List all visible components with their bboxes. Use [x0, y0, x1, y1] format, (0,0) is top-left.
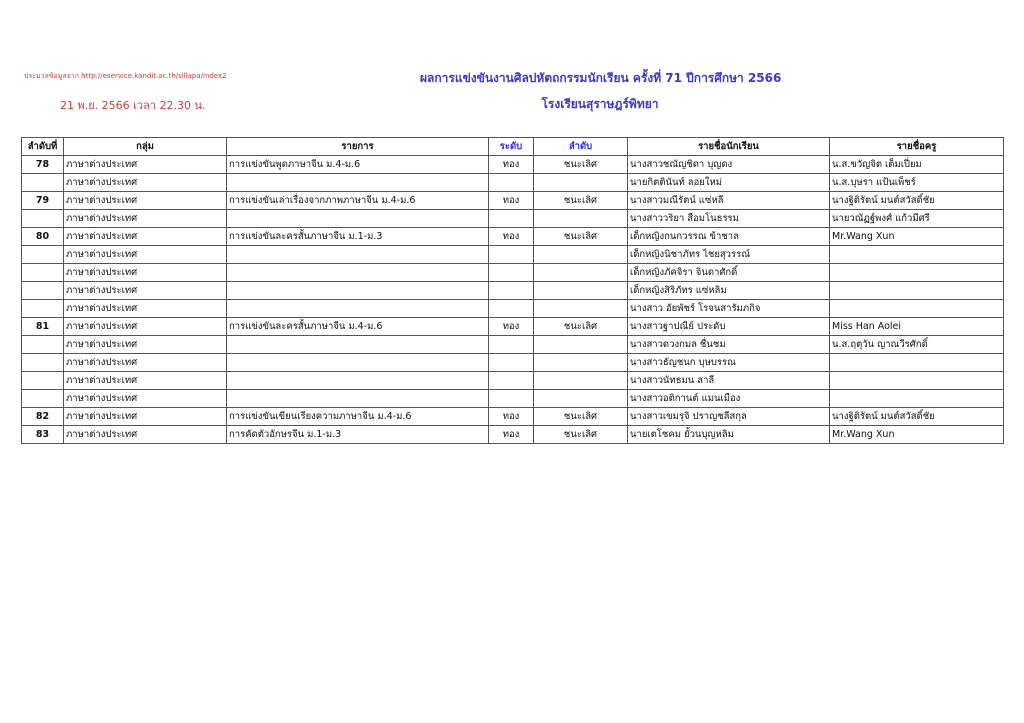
cell-event: การคัดตัวอักษรจีน ม.1-ม.3 — [227, 426, 489, 444]
cell-no — [22, 282, 64, 300]
cell-no — [22, 264, 64, 282]
cell-teacher — [830, 264, 1004, 282]
cell-no: 82 — [22, 408, 64, 426]
cell-level: ทอง — [489, 192, 534, 210]
cell-student: เด็กหญิงภัคจิรา จินดาศักดิ์ — [628, 264, 830, 282]
cell-no: 79 — [22, 192, 64, 210]
cell-event — [227, 246, 489, 264]
cell-teacher — [830, 246, 1004, 264]
page-title: ผลการแข่งขันงานศิลปหัตถกรรมนักเรียน ครั้งที่ 71 ปีการศึกษา 2566 — [420, 71, 782, 85]
cell-rank — [534, 264, 628, 282]
cell-group: ภาษาต่างประเทศ — [64, 282, 227, 300]
cell-event — [227, 354, 489, 372]
cell-group: ภาษาต่างประเทศ — [64, 300, 227, 318]
cell-rank: ชนะเลิศ — [534, 228, 628, 246]
table-row — [22, 336, 1004, 354]
cell-no: 78 — [22, 156, 64, 174]
cell-group: ภาษาต่างประเทศ — [64, 318, 227, 336]
cell-level: ทอง — [489, 156, 534, 174]
cell-teacher — [830, 372, 1004, 390]
cell-event — [227, 372, 489, 390]
cell-rank — [534, 210, 628, 228]
cell-no — [22, 372, 64, 390]
cell-level — [489, 354, 534, 372]
col-header-group: กลุ่ม — [64, 138, 227, 156]
table-row — [22, 228, 1004, 246]
cell-rank: ชนะเลิศ — [534, 192, 628, 210]
cell-event: การแข่งขันเล่าเรื่องจากภาพภาษาจีน ม.4-ม.6 — [227, 192, 489, 210]
table-row — [22, 192, 1004, 210]
col-header-teacher: รายชื่อครู — [830, 138, 1004, 156]
cell-rank — [534, 372, 628, 390]
cell-group: ภาษาต่างประเทศ — [64, 246, 227, 264]
cell-teacher: Mr.Wang Xun — [830, 228, 1004, 246]
cell-level — [489, 264, 534, 282]
cell-group: ภาษาต่างประเทศ — [64, 336, 227, 354]
cell-event — [227, 174, 489, 192]
table-row — [22, 156, 1004, 174]
cell-level: ทอง — [489, 318, 534, 336]
table-row — [22, 372, 1004, 390]
cell-rank — [534, 390, 628, 408]
cell-group: ภาษาต่างประเทศ — [64, 390, 227, 408]
col-header-rank: ลำดับ — [534, 138, 628, 156]
table-row — [22, 282, 1004, 300]
cell-no: 83 — [22, 426, 64, 444]
cell-rank: ชนะเลิศ — [534, 426, 628, 444]
cell-level — [489, 282, 534, 300]
cell-level — [489, 246, 534, 264]
cell-student: นางสาวชณัญชิดา บุญดง — [628, 156, 830, 174]
col-header-level: ระดับ — [489, 138, 534, 156]
cell-level: ทอง — [489, 426, 534, 444]
cell-student: นางสาวฐาปณีย์ ประดับ — [628, 318, 830, 336]
cell-teacher — [830, 354, 1004, 372]
cell-student: เด็กหญิงนิชาภัทร ไชยสุวรรณ์ — [628, 246, 830, 264]
cell-event — [227, 210, 489, 228]
cell-no — [22, 174, 64, 192]
cell-level — [489, 372, 534, 390]
results-table — [21, 137, 1004, 444]
cell-event: การแข่งขันเขียนเรียงความภาษาจีน ม.4-ม.6 — [227, 408, 489, 426]
cell-event: การแข่งขันพูดภาษาจีน ม.4-ม.6 — [227, 156, 489, 174]
report-datetime: 21 พ.ย. 2566 เวลา 22.30 น. — [60, 99, 206, 112]
col-header-student: รายชื่อนักเรียน — [628, 138, 830, 156]
cell-level: ทอง — [489, 228, 534, 246]
cell-group: ภาษาต่างประเทศ — [64, 426, 227, 444]
header-row — [22, 138, 1004, 156]
cell-event — [227, 336, 489, 354]
cell-student: นายกิตตินันท์ ลอยใหม่ — [628, 174, 830, 192]
col-header-no: ลำดับที่ — [22, 138, 64, 156]
cell-rank — [534, 354, 628, 372]
cell-teacher: นางฐิติรัตน์ มนต์สวัสดิ์ชัย — [830, 192, 1004, 210]
table-row — [22, 408, 1004, 426]
cell-no — [22, 354, 64, 372]
cell-student: นางสาว อัยพัชร์ โรจนสารัมภกิจ — [628, 300, 830, 318]
cell-rank: ชนะเลิศ — [534, 408, 628, 426]
cell-group: ภาษาต่างประเทศ — [64, 408, 227, 426]
cell-level — [489, 174, 534, 192]
cell-level — [489, 390, 534, 408]
cell-rank: ชนะเลิศ — [534, 318, 628, 336]
results-body — [22, 156, 1004, 444]
cell-student: นายเตโชคม ยั้วนบุญหลิม — [628, 426, 830, 444]
cell-group: ภาษาต่างประเทศ — [64, 354, 227, 372]
cell-group: ภาษาต่างประเทศ — [64, 174, 227, 192]
cell-group: ภาษาต่างประเทศ — [64, 228, 227, 246]
cell-teacher: น.ส.ขวัญจิต เต็มเปี่ยม — [830, 156, 1004, 174]
cell-student: นางสาวธัญชนก บุษบรรณ — [628, 354, 830, 372]
table-row — [22, 264, 1004, 282]
cell-level: ทอง — [489, 408, 534, 426]
cell-rank — [534, 336, 628, 354]
cell-student: นางสาวมณีรัตน์ แซ่หลี — [628, 192, 830, 210]
cell-group: ภาษาต่างประเทศ — [64, 372, 227, 390]
cell-teacher: น.ส.บุษรา แป้นเพ็ชร์ — [830, 174, 1004, 192]
cell-event: การแข่งขันละครสั้นภาษาจีน ม.4-ม.6 — [227, 318, 489, 336]
school-name: โรงเรียนสุราษฎร์พิทยา — [541, 97, 659, 111]
cell-event — [227, 264, 489, 282]
cell-no — [22, 336, 64, 354]
cell-teacher: นายวณัฏฐ์พงศ์ แก้วมีศรี — [830, 210, 1004, 228]
cell-no: 80 — [22, 228, 64, 246]
cell-rank — [534, 174, 628, 192]
cell-group: ภาษาต่างประเทศ — [64, 210, 227, 228]
cell-student: นางสาวนัทธมน สาลี — [628, 372, 830, 390]
cell-event — [227, 282, 489, 300]
cell-teacher: Miss Han Aolei — [830, 318, 1004, 336]
cell-student: นางสาววริยา สือมโนธรรม — [628, 210, 830, 228]
cell-student: เด็กหญิงกนกวรรณ ข้าชาล — [628, 228, 830, 246]
cell-teacher — [830, 282, 1004, 300]
cell-group: ภาษาต่างประเทศ — [64, 192, 227, 210]
cell-rank: ชนะเลิศ — [534, 156, 628, 174]
cell-level — [489, 210, 534, 228]
cell-teacher: น.ส.ฤตุวัน ญาณวีรศักดิ์ — [830, 336, 1004, 354]
cell-rank — [534, 282, 628, 300]
cell-rank — [534, 300, 628, 318]
cell-group: ภาษาต่างประเทศ — [64, 156, 227, 174]
table-row — [22, 210, 1004, 228]
cell-teacher: นางฐิติรัตน์ มนต์สวัสดิ์ชัย — [830, 408, 1004, 426]
table-row — [22, 426, 1004, 444]
table-row — [22, 354, 1004, 372]
cell-no — [22, 300, 64, 318]
cell-teacher: Mr.Wang Xun — [830, 426, 1004, 444]
table-row — [22, 300, 1004, 318]
cell-no — [22, 246, 64, 264]
table-row — [22, 246, 1004, 264]
cell-event — [227, 300, 489, 318]
cell-event: การแข่งขันละครสั้นภาษาจีน ม.1-ม.3 — [227, 228, 489, 246]
cell-teacher — [830, 390, 1004, 408]
table-row — [22, 174, 1004, 192]
table-row — [22, 390, 1004, 408]
cell-student: เด็กหญิงสิริภัทร แซ่หลิม — [628, 282, 830, 300]
cell-teacher — [830, 300, 1004, 318]
cell-student: นางสาวเขมรุจิ ปราญชลีสกุล — [628, 408, 830, 426]
cell-no — [22, 210, 64, 228]
cell-student: นางสาวดวงกมล ชื่นชม — [628, 336, 830, 354]
table-row — [22, 318, 1004, 336]
cell-group: ภาษาต่างประเทศ — [64, 264, 227, 282]
cell-event — [227, 390, 489, 408]
cell-level — [489, 336, 534, 354]
cell-no — [22, 390, 64, 408]
source-note: ประมวลข้อมูลจาก http://eservice.kandit.ac.th/sillapa/index2 — [24, 72, 227, 80]
cell-rank — [534, 246, 628, 264]
cell-no: 81 — [22, 318, 64, 336]
cell-level — [489, 300, 534, 318]
cell-student: นางสาวอติกานต์ แมนเมือง — [628, 390, 830, 408]
col-header-event: รายการ — [227, 138, 489, 156]
